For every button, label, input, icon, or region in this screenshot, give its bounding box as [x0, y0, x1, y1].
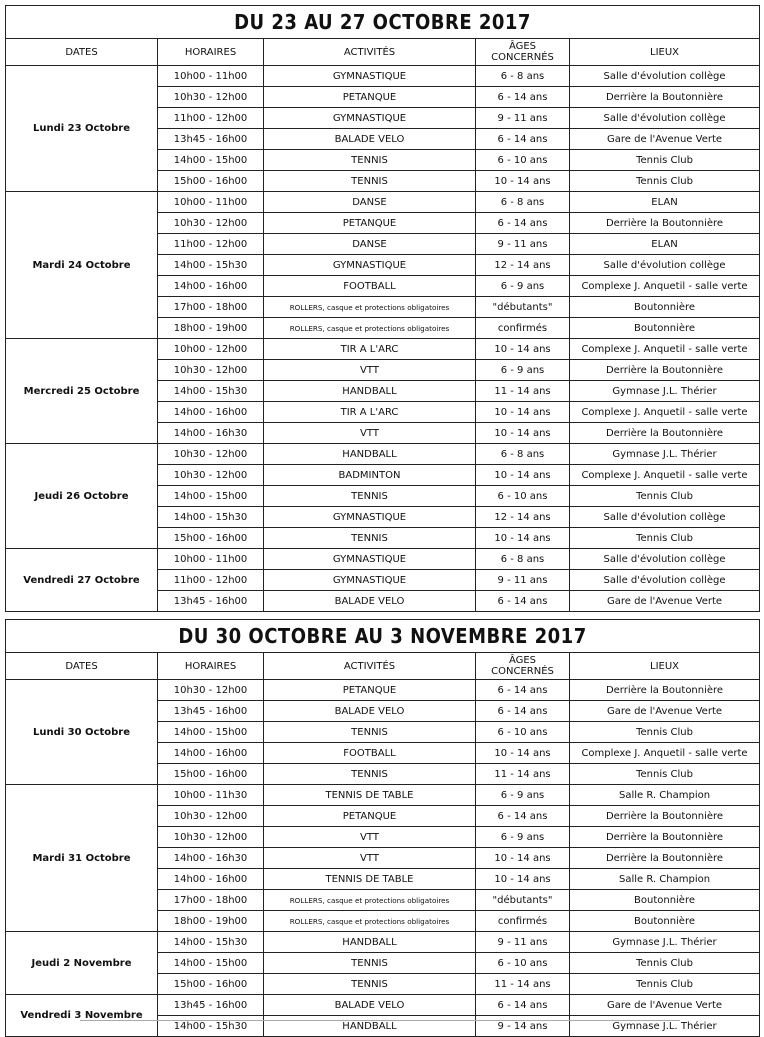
age-cell: 6 - 8 ans — [476, 192, 570, 213]
horaire-cell: 10h30 - 12h00 — [158, 360, 264, 381]
horaire-cell: 14h00 - 15h30 — [158, 255, 264, 276]
horaire-cell: 10h30 - 12h00 — [158, 87, 264, 108]
activite-cell: GYMNASTIQUE — [264, 507, 476, 528]
activite-cell: VTT — [264, 848, 476, 869]
age-cell: 6 - 14 ans — [476, 680, 570, 701]
lieu-cell: Tennis Club — [570, 722, 760, 743]
age-cell: 12 - 14 ans — [476, 507, 570, 528]
age-cell: 6 - 14 ans — [476, 701, 570, 722]
age-cell: 6 - 9 ans — [476, 360, 570, 381]
header-lieux: LIEUX — [570, 653, 760, 680]
horaire-cell: 14h00 - 16h30 — [158, 423, 264, 444]
activite-cell: TENNIS DE TABLE — [264, 869, 476, 890]
horaire-cell: 14h00 - 15h00 — [158, 953, 264, 974]
header-ages-line2: CONCERNÉS — [491, 666, 554, 677]
horaire-cell: 14h00 - 16h00 — [158, 869, 264, 890]
age-cell: 10 - 14 ans — [476, 402, 570, 423]
horaire-cell: 11h00 - 12h00 — [158, 108, 264, 129]
header-dates: DATES — [6, 653, 158, 680]
header-row — [6, 653, 760, 680]
header-horaires: HORAIRES — [158, 39, 264, 66]
table-row — [6, 995, 760, 1016]
age-cell: 6 - 8 ans — [476, 549, 570, 570]
header-lieux: LIEUX — [570, 39, 760, 66]
header-ages-line1: ÂGES — [508, 41, 537, 52]
title-row — [6, 620, 760, 653]
age-cell: confirmés — [476, 911, 570, 932]
schedule-table — [5, 5, 760, 612]
activite-cell: VTT — [264, 360, 476, 381]
age-cell: 6 - 10 ans — [476, 150, 570, 171]
day-cell: Vendredi 27 Octobre — [6, 549, 158, 612]
age-cell: 12 - 14 ans — [476, 255, 570, 276]
lieu-cell: Boutonnière — [570, 890, 760, 911]
age-cell: 10 - 14 ans — [476, 465, 570, 486]
horaire-cell: 10h30 - 12h00 — [158, 827, 264, 848]
age-cell: 6 - 10 ans — [476, 953, 570, 974]
day-cell: Jeudi 2 Novembre — [6, 932, 158, 995]
activite-cell: BALADE VELO — [264, 701, 476, 722]
age-cell: 6 - 9 ans — [476, 827, 570, 848]
activite-cell: FOOTBALL — [264, 276, 476, 297]
horaire-cell: 10h00 - 11h00 — [158, 192, 264, 213]
lieu-cell: Salle d'évolution collège — [570, 255, 760, 276]
age-cell: 9 - 11 ans — [476, 234, 570, 255]
activite-cell: DANSE — [264, 234, 476, 255]
activite-cell: GYMNASTIQUE — [264, 549, 476, 570]
activite-cell: GYMNASTIQUE — [264, 66, 476, 87]
age-cell: 9 - 11 ans — [476, 570, 570, 591]
horaire-cell: 14h00 - 15h00 — [158, 150, 264, 171]
lieu-cell: Derrière la Boutonnière — [570, 423, 760, 444]
header-activites: ACTIVITÉS — [264, 653, 476, 680]
lieu-cell: ELAN — [570, 192, 760, 213]
horaire-cell: 17h00 - 18h00 — [158, 890, 264, 911]
horaire-cell: 15h00 - 16h00 — [158, 528, 264, 549]
activite-cell: ROLLERS, casque et protections obligatoires — [264, 297, 476, 318]
lieu-cell: Derrière la Boutonnière — [570, 87, 760, 108]
age-cell: confirmés — [476, 318, 570, 339]
age-cell: 6 - 9 ans — [476, 785, 570, 806]
lieu-cell: Gymnase J.L. Thérier — [570, 444, 760, 465]
activite-cell: TIR A L'ARC — [264, 402, 476, 423]
schedule-table — [5, 619, 760, 1037]
lieu-cell: Tennis Club — [570, 171, 760, 192]
age-cell: 6 - 14 ans — [476, 591, 570, 612]
activite-cell: TENNIS — [264, 764, 476, 785]
horaire-cell: 10h30 - 12h00 — [158, 444, 264, 465]
horaire-cell: 14h00 - 15h30 — [158, 932, 264, 953]
lieu-cell: Salle d'évolution collège — [570, 66, 760, 87]
activite-cell: HANDBALL — [264, 444, 476, 465]
table-row — [6, 444, 760, 465]
lieu-cell: Derrière la Boutonnière — [570, 827, 760, 848]
age-cell: 10 - 14 ans — [476, 528, 570, 549]
table-row — [6, 549, 760, 570]
week-schedule-1 — [5, 5, 759, 612]
lieu-cell: Boutonnière — [570, 318, 760, 339]
age-cell: 6 - 14 ans — [476, 129, 570, 150]
lieu-cell: Complexe J. Anquetil - salle verte — [570, 743, 760, 764]
age-cell: 6 - 14 ans — [476, 87, 570, 108]
activite-cell: TENNIS — [264, 171, 476, 192]
table-row — [6, 66, 760, 87]
activite-cell: BALADE VELO — [264, 129, 476, 150]
activite-cell: HANDBALL — [264, 932, 476, 953]
activite-cell: GYMNASTIQUE — [264, 255, 476, 276]
age-cell: 11 - 14 ans — [476, 764, 570, 785]
activite-cell: TENNIS — [264, 150, 476, 171]
day-cell: Lundi 30 Octobre — [6, 680, 158, 785]
lieu-cell: Tennis Club — [570, 150, 760, 171]
age-cell: 6 - 10 ans — [476, 486, 570, 507]
activite-cell: PETANQUE — [264, 213, 476, 234]
day-cell: Vendredi 3 Novembre — [6, 995, 158, 1037]
age-cell: 10 - 14 ans — [476, 869, 570, 890]
horaire-cell: 10h00 - 12h00 — [158, 339, 264, 360]
horaire-cell: 14h00 - 15h00 — [158, 722, 264, 743]
age-cell: 9 - 11 ans — [476, 108, 570, 129]
horaire-cell: 10h00 - 11h30 — [158, 785, 264, 806]
lieu-cell: Complexe J. Anquetil - salle verte — [570, 465, 760, 486]
activite-cell: ROLLERS, casque et protections obligatoires — [264, 890, 476, 911]
lieu-cell: Derrière la Boutonnière — [570, 806, 760, 827]
age-cell: 9 - 11 ans — [476, 932, 570, 953]
age-cell: 11 - 14 ans — [476, 974, 570, 995]
lieu-cell: Salle R. Champion — [570, 869, 760, 890]
activite-cell: PETANQUE — [264, 87, 476, 108]
horaire-cell: 13h45 - 16h00 — [158, 129, 264, 150]
lieu-cell: Gare de l'Avenue Verte — [570, 701, 760, 722]
horaire-cell: 14h00 - 15h30 — [158, 1016, 264, 1037]
activite-cell: VTT — [264, 423, 476, 444]
activite-cell: TIR A L'ARC — [264, 339, 476, 360]
lieu-cell: Tennis Club — [570, 953, 760, 974]
age-cell: 10 - 14 ans — [476, 339, 570, 360]
activite-cell: BALADE VELO — [264, 591, 476, 612]
horaire-cell: 14h00 - 16h00 — [158, 402, 264, 423]
horaire-cell: 11h00 - 12h00 — [158, 234, 264, 255]
day-cell: Jeudi 26 Octobre — [6, 444, 158, 549]
age-cell: 11 - 14 ans — [476, 381, 570, 402]
lieu-cell: Gymnase J.L. Thérier — [570, 1016, 760, 1037]
lieu-cell: Gare de l'Avenue Verte — [570, 995, 760, 1016]
lieu-cell: Gymnase J.L. Thérier — [570, 381, 760, 402]
header-ages — [476, 653, 570, 680]
age-cell: 10 - 14 ans — [476, 848, 570, 869]
activite-cell: PETANQUE — [264, 806, 476, 827]
horaire-cell: 18h00 - 19h00 — [158, 318, 264, 339]
table-row — [6, 339, 760, 360]
header-ages — [476, 39, 570, 66]
lieu-cell: Complexe J. Anquetil - salle verte — [570, 276, 760, 297]
horaire-cell: 10h30 - 12h00 — [158, 465, 264, 486]
horaire-cell: 14h00 - 16h30 — [158, 848, 264, 869]
horaire-cell: 14h00 - 15h00 — [158, 486, 264, 507]
horaire-cell: 14h00 - 15h30 — [158, 507, 264, 528]
week-title: DU 23 AU 27 OCTOBRE 2017 — [6, 6, 760, 39]
horaire-cell: 14h00 - 16h00 — [158, 276, 264, 297]
week-title: DU 30 OCTOBRE AU 3 NOVEMBRE 2017 — [6, 620, 760, 653]
table-row — [6, 785, 760, 806]
age-cell: "débutants" — [476, 890, 570, 911]
header-horaires: HORAIRES — [158, 653, 264, 680]
lieu-cell: ELAN — [570, 234, 760, 255]
activite-cell: HANDBALL — [264, 381, 476, 402]
lieu-cell: Salle d'évolution collège — [570, 507, 760, 528]
activite-cell: BALADE VELO — [264, 995, 476, 1016]
age-cell: 6 - 10 ans — [476, 722, 570, 743]
horaire-cell: 18h00 - 19h00 — [158, 911, 264, 932]
activite-cell: TENNIS — [264, 953, 476, 974]
lieu-cell: Complexe J. Anquetil - salle verte — [570, 339, 760, 360]
horaire-cell: 10h00 - 11h00 — [158, 66, 264, 87]
age-cell: 9 - 14 ans — [476, 1016, 570, 1037]
lieu-cell: Salle d'évolution collège — [570, 570, 760, 591]
header-ages-line2: CONCERNÉS — [491, 52, 554, 63]
age-cell: 6 - 8 ans — [476, 66, 570, 87]
activite-cell: PETANQUE — [264, 680, 476, 701]
lieu-cell: Boutonnière — [570, 297, 760, 318]
lieu-cell: Derrière la Boutonnière — [570, 360, 760, 381]
lieu-cell: Tennis Club — [570, 486, 760, 507]
table-row — [6, 932, 760, 953]
lieu-cell: Tennis Club — [570, 764, 760, 785]
header-activites: ACTIVITÉS — [264, 39, 476, 66]
lieu-cell: Gare de l'Avenue Verte — [570, 591, 760, 612]
age-cell: 6 - 8 ans — [476, 444, 570, 465]
horaire-cell: 15h00 - 16h00 — [158, 764, 264, 785]
horaire-cell: 10h30 - 12h00 — [158, 680, 264, 701]
activite-cell: FOOTBALL — [264, 743, 476, 764]
header-row — [6, 39, 760, 66]
activite-cell: TENNIS — [264, 486, 476, 507]
table-row — [6, 192, 760, 213]
horaire-cell: 13h45 - 16h00 — [158, 591, 264, 612]
horaire-cell: 15h00 - 16h00 — [158, 974, 264, 995]
lieu-cell: Derrière la Boutonnière — [570, 213, 760, 234]
lieu-cell: Gare de l'Avenue Verte — [570, 129, 760, 150]
lieu-cell: Derrière la Boutonnière — [570, 848, 760, 869]
activite-cell: TENNIS — [264, 528, 476, 549]
horaire-cell: 11h00 - 12h00 — [158, 570, 264, 591]
age-cell: 10 - 14 ans — [476, 743, 570, 764]
footer-divider — [80, 1020, 680, 1021]
activite-cell: TENNIS — [264, 974, 476, 995]
horaire-cell: 13h45 - 16h00 — [158, 701, 264, 722]
horaire-cell: 10h30 - 12h00 — [158, 806, 264, 827]
horaire-cell: 14h00 - 15h30 — [158, 381, 264, 402]
age-cell: 6 - 14 ans — [476, 213, 570, 234]
lieu-cell: Salle R. Champion — [570, 785, 760, 806]
lieu-cell: Boutonnière — [570, 911, 760, 932]
horaire-cell: 14h00 - 16h00 — [158, 743, 264, 764]
activite-cell: GYMNASTIQUE — [264, 108, 476, 129]
horaire-cell: 17h00 - 18h00 — [158, 297, 264, 318]
horaire-cell: 15h00 - 16h00 — [158, 171, 264, 192]
horaire-cell: 10h00 - 11h00 — [158, 549, 264, 570]
lieu-cell: Salle d'évolution collège — [570, 108, 760, 129]
activite-cell: GYMNASTIQUE — [264, 570, 476, 591]
lieu-cell: Complexe J. Anquetil - salle verte — [570, 402, 760, 423]
day-cell: Mardi 31 Octobre — [6, 785, 158, 932]
lieu-cell: Tennis Club — [570, 974, 760, 995]
header-dates: DATES — [6, 39, 158, 66]
day-cell: Lundi 23 Octobre — [6, 66, 158, 192]
age-cell: 6 - 14 ans — [476, 806, 570, 827]
age-cell: "débutants" — [476, 297, 570, 318]
header-ages-line1: ÂGES — [508, 655, 537, 666]
activite-cell: ROLLERS, casque et protections obligatoires — [264, 318, 476, 339]
week-schedule-2 — [5, 619, 759, 1037]
day-cell: Mardi 24 Octobre — [6, 192, 158, 339]
activite-cell: VTT — [264, 827, 476, 848]
lieu-cell: Derrière la Boutonnière — [570, 680, 760, 701]
activite-cell: TENNIS — [264, 722, 476, 743]
table-row — [6, 680, 760, 701]
activite-cell: DANSE — [264, 192, 476, 213]
age-cell: 10 - 14 ans — [476, 423, 570, 444]
horaire-cell: 13h45 - 16h00 — [158, 995, 264, 1016]
activite-cell: TENNIS DE TABLE — [264, 785, 476, 806]
horaire-cell: 10h30 - 12h00 — [158, 213, 264, 234]
lieu-cell: Tennis Club — [570, 528, 760, 549]
age-cell: 6 - 14 ans — [476, 995, 570, 1016]
age-cell: 6 - 9 ans — [476, 276, 570, 297]
activite-cell: HANDBALL — [264, 1016, 476, 1037]
day-cell: Mercredi 25 Octobre — [6, 339, 158, 444]
activite-cell: ROLLERS, casque et protections obligatoires — [264, 911, 476, 932]
activite-cell: BADMINTON — [264, 465, 476, 486]
lieu-cell: Salle d'évolution collège — [570, 549, 760, 570]
title-row — [6, 6, 760, 39]
age-cell: 10 - 14 ans — [476, 171, 570, 192]
lieu-cell: Gymnase J.L. Thérier — [570, 932, 760, 953]
